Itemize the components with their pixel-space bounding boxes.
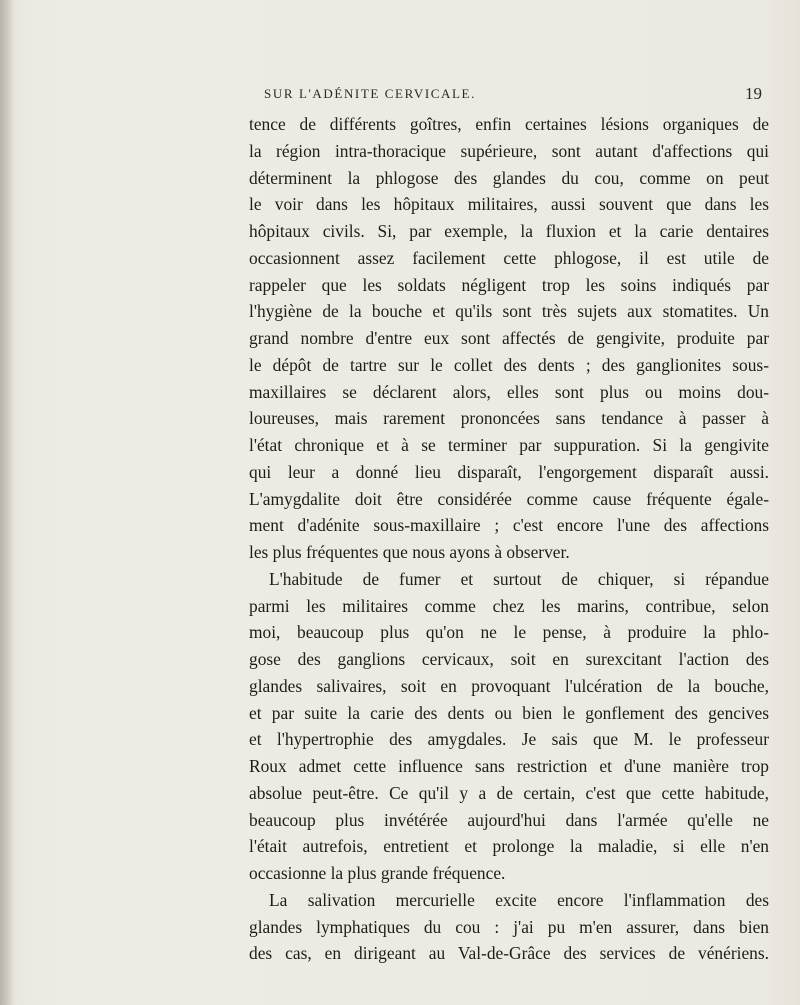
text-line: l'état chronique et à se terminer par suppuration. Si la gengivite <box>249 435 769 455</box>
text-line: hôpitaux civils. Si, par exemple, la fluxion et la carie dentaires <box>249 221 769 241</box>
text-line: L'habitude de fumer et surtout de chiquer, si répandue <box>269 568 769 589</box>
text-line: Roux admet cette influence sans restriction et d'une manière trop <box>249 756 769 776</box>
binding-shadow <box>0 0 14 1005</box>
body-text <box>249 111 769 967</box>
text-line: absolue peut-être. Ce qu'il y a de certain, c'est que cette habitude, <box>249 782 769 803</box>
text-line: et par suite la carie des dents ou bien le gonflement des gencives <box>249 702 769 723</box>
text-line: qui leur a donné lieu disparaît, l'engorgement disparaît aussi. <box>249 461 769 482</box>
text-line: l'était autrefois, entretient et prolonge la maladie, si elle n'en <box>249 836 769 857</box>
text-line: maxillaires se déclarent alors, elles sont plus ou moins dou- <box>249 381 769 402</box>
text-line: le dépôt de tartre sur le collet des dents ; des ganglionites sous- <box>249 354 769 375</box>
text-line: glandes lymphatiques du cou : j'ai pu m'en assurer, dans bien <box>249 916 769 937</box>
text-line: glandes salivaires, soit en provoquant l'ulcération de la bouche, <box>249 675 769 696</box>
text-line: parmi les militaires comme chez les marins, contribue, selon <box>249 595 769 616</box>
running-head-title: SUR L'ADÉNITE CERVICALE. <box>264 86 476 101</box>
text-line: ment d'adénite sous-maxillaire ; c'est encore l'une des affections <box>249 515 769 536</box>
running-head <box>0 86 800 108</box>
text-line: tence de différents goîtres, enfin certaines lésions organiques de <box>249 114 769 134</box>
text-line: grand nombre d'entre eux sont affectés de gengivite, produite par <box>249 328 769 348</box>
text-line: beaucoup plus invétérée aujourd'hui dans l'armée qu'elle ne <box>249 809 769 830</box>
text-line: le voir dans les hôpitaux militaires, aussi souvent que dans les <box>249 194 769 215</box>
text-line: gose des ganglions cervicaux, soit en surexcitant l'action des <box>249 649 769 669</box>
text-line: moi, beaucoup plus qu'on ne le pense, à produire la phlo- <box>249 622 769 643</box>
text-line: la région intra-thoracique supérieure, sont autant d'affections qui <box>249 140 769 161</box>
text-line: loureuses, mais rarement prononcées sans tendance à passer à <box>249 408 769 429</box>
text-line: déterminent la phlogose des glandes du cou, comme on peut <box>249 167 769 188</box>
text-line: les plus fréquentes que nous ayons à observer. <box>249 542 570 562</box>
page-number: 19 <box>745 84 762 103</box>
text-line: La salivation mercurielle excite encore l'inflammation des <box>269 889 769 910</box>
text-line: occasionnent assez facilement cette phlogose, il est utile de <box>249 247 769 268</box>
text-line: des cas, en dirigeant au Val-de-Grâce des services de vénériens. <box>249 943 769 964</box>
text-line: L'amygdalite doit être considérée comme cause fréquente égale- <box>249 488 769 509</box>
text-line: occasionne la plus grande fréquence. <box>249 863 506 883</box>
text-line: rappeler que les soldats négligent trop les soins indiqués par <box>249 274 769 295</box>
text-line: l'hygiène de la bouche et qu'ils sont très sujets aux stomatites. Un <box>249 301 769 322</box>
text-line: et l'hypertrophie des amygdales. Je sais que M. le professeur <box>249 729 769 750</box>
